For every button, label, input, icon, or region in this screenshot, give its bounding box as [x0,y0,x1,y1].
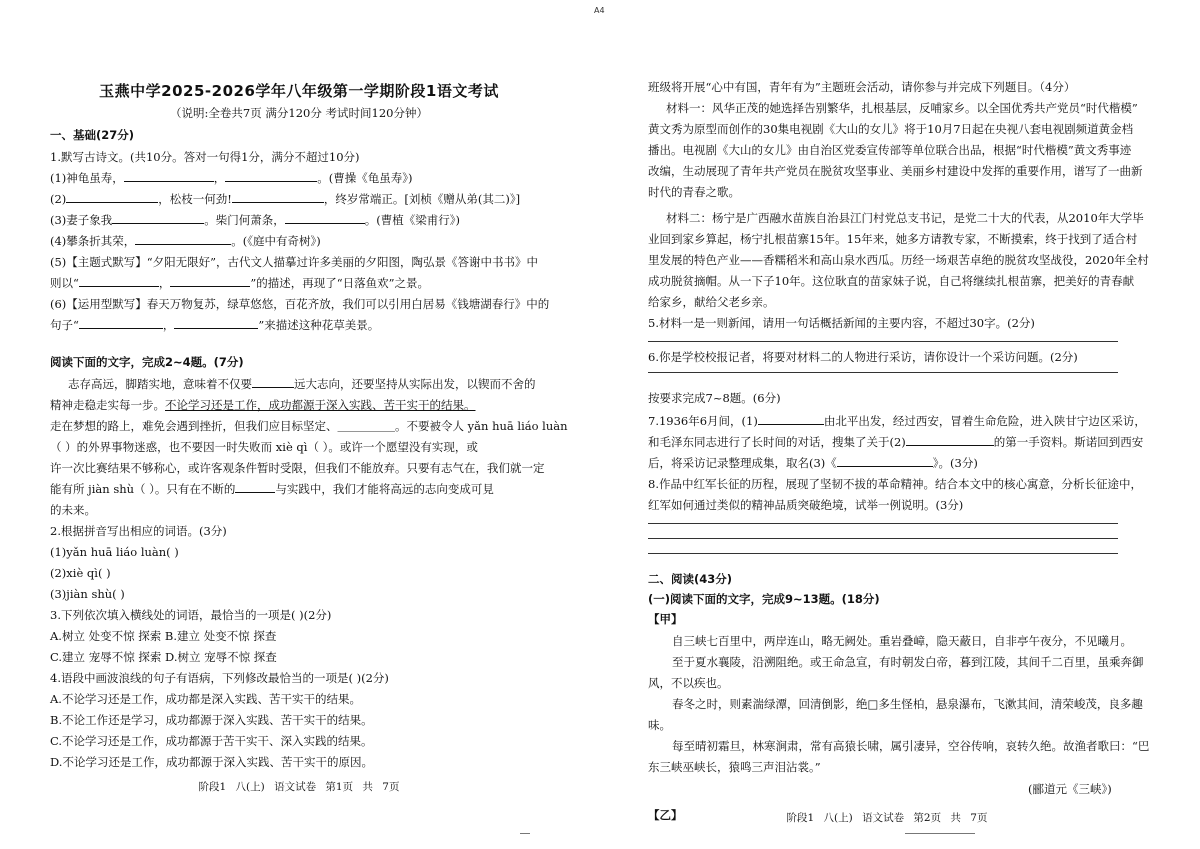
q1-3-mid: 。柴门何萧条， [204,213,285,227]
exam-title: 玉燕中学2025-2026学年八年级第一学期阶段1语文考试 [99,82,499,100]
passage-6a: 能有所 jiàn shù（ ）。只有在不断的 [50,482,236,496]
answer-line[interactable] [648,523,1118,524]
answer-blank[interactable] [906,435,994,446]
text-yi-label: 【乙】 [648,808,683,822]
q1-item-4 [50,234,321,248]
material-2-line-5: 给家乡，献给父老乡亲。 [648,295,775,309]
q1-2-end: ，终岁常端正。[刘桢《赠从弟(其二)》] [323,192,521,206]
wavy-underlined-sentence: 不论学习还是工作，成功都源于深入实践、苦干实干的结果。 [165,398,476,412]
answer-blank[interactable] [252,377,294,388]
section-1-heading: 一、基础(27分) [50,128,135,142]
question-4-option-c: C.不论学习还是工作，成功都源于苦干实干、深入实践的结果。 [50,734,373,748]
q1-item-6a: (6)【运用型默写】春天万物复苏，绿草悠悠，百花齐放，我们可以引用白居易《钱塘湖春行》中的 [50,297,550,311]
answer-line[interactable] [648,372,1118,373]
q1-4-text: (4)攀条折其荣， [50,234,136,248]
subsection-1-heading: (一)阅读下面的文字，完成9~13题。(18分) [648,592,880,606]
question-4-option-d: D.不论学习还是工作，成功都源于深入实践、苦干实干的原因。 [50,755,373,769]
q1-3-text: (3)妻子象我 [50,213,113,227]
passage-1a: 志存高远，脚踏实地，意味着不仅要 [68,377,252,391]
q7-2a-end: 的第一手资料。斯诺回到西安 [993,435,1144,449]
answer-line[interactable] [648,341,1118,342]
question-5: 5.材料一是一则新闻，请用一句话概括新闻的主要内容，不超过30字。(2分) [648,316,1035,330]
q1-1-end: 。(曹操《龟虽寿》) [317,171,413,185]
q1-2-mid: ，松枝一何劲! [158,192,232,206]
q1-item-2: (2) ，松枝一何劲! ，终岁常端正。[刘桢《赠从弟(其二)》] [50,192,521,206]
question-8-line-2: 红军如何通过类似的精神品质突破绝境，试举一例说明。(3分) [648,498,964,512]
q7-3a: 后，将采访记录整理成集，取名(3)《 [648,456,837,470]
question-7-line-1 [648,414,1146,428]
material-1-line-5: 时代的青春之歌。 [648,185,740,199]
q1-6b-end: ”来描述这种花草美景。 [258,318,380,332]
answer-blank[interactable] [235,482,275,493]
question-7-line-3 [648,456,978,470]
passage-line-4: （ ）的外界事物迷惑，也不要因一时失败而 xiè qì（ ）。或许一个愿望没有实现，或 [50,440,478,454]
question-2-1[interactable]: (1)yǎn huā liáo luàn( ) [50,545,179,559]
passage-line-7: 的未来。 [50,503,96,517]
question-3-options-cd: C.建立 宠辱不惊 探索 D.树立 宠辱不惊 探查 [50,650,277,664]
scan-mark [520,833,530,834]
scan-mark [905,833,975,834]
q7-1a-end: 由北平出发，经过西安，冒着生命危险，进入陕甘宁边区采访， [823,414,1146,428]
question-1-intro: 1.默写古诗文。(共10分。答对一句得1分，满分不超过10分) [50,150,360,164]
question-3-options-ab: A.树立 处变不惊 探索 B.建立 处变不惊 探查 [50,629,277,643]
passage-line-3: 走在梦想的路上，难免会遇到挫折，但我们应目标坚定、＿＿＿＿＿。不要被令人 yǎn huā liáo luàn [50,419,568,433]
passage-line-2 [50,398,476,412]
page-size-mark: A4 [594,6,605,15]
exam-instructions: （说明:全卷共7页 满分120分 考试时间120分钟） [170,106,428,120]
answer-blank[interactable] [174,318,258,329]
answer-line[interactable] [648,538,1118,539]
question-2-3[interactable]: (3)jiàn shù( ) [50,587,125,601]
q7-3a-end: 》。(3分) [932,456,978,470]
material-2-line-3: 里发展的特色产业——香糯稻米和高山泉水西瓜。历经一场艰苦卓绝的脱贫攻坚战役，2020年全村 [648,253,1149,267]
question-3: 3.下列依次填入横线处的词语，最恰当的一项是( )(2分) [50,608,332,622]
q1-item-5a: (5)【主题式默写】“夕阳无限好”，古代文人描摹过许多美丽的夕阳图，陶弘景《答谢中书书》中 [50,255,539,269]
answer-blank[interactable] [66,192,158,203]
classical-text-line-5: 味。 [648,718,671,732]
section-2-heading: 二、阅读(43分) [648,572,733,586]
q1-5b-end: ”的描述，再现了“日落鱼欢”之景。 [250,276,430,290]
answer-blank[interactable] [837,456,933,467]
classical-text-line-6: 每至晴初霜旦，林寒涧肃，常有高猿长啸，属引凄异，空谷传响，哀转久绝。故渔者歌曰：“巴 [672,739,1150,753]
passage-line-1 [68,377,536,391]
question-7-line-2 [648,435,1143,449]
classical-text-line-1: 自三峡七百里中，两岸连山，略无阙处。重岩叠嶂，隐天蔽日，自非亭午夜分，不见曦月。 [672,634,1132,648]
answer-line[interactable] [648,553,1118,554]
question-4: 4.语段中画波浪线的句子有语病，下列修改最恰当的一项是( )(2分) [50,671,389,685]
classical-text-line-3: 风，不以疾也。 [648,676,729,690]
passage-2a: 精神走稳走实每一步。 [50,398,165,412]
answer-blank[interactable] [285,213,365,224]
left-page [50,0,568,849]
classical-text-line-2: 至于夏水襄陵，沿溯阻绝。或王命急宣，有时朝发白帝，暮到江陵，其间千二百里，虽乘奔御 [672,655,1144,669]
question-2: 2.根据拼音写出相应的词语。(3分) [50,524,227,538]
passage-line-5: 许一次比赛结果不够称心，或许客观条件暂时受限，但我们不能放弃。只要有志气在，我们就一定 [50,461,545,475]
answer-blank[interactable] [232,192,324,203]
q1-item-5b: 则以“ ， ”的描述，再现了“日落鱼欢”之景。 [50,276,430,290]
questions-7-8-intro: 按要求完成7~8题。(6分) [648,391,781,405]
classical-text-line-4: 春冬之时，则素湍绿潭，回清倒影，绝□多生怪柏，悬泉瀑布，飞漱其间，清荣峻茂，良多趣 [672,697,1143,711]
question-4-option-b: B.不论工作还是学习，成功都源于深入实践、苦干实干的结果。 [50,713,373,727]
material-2-line-2: 业回到家乡算起，杨宁扎根苗寨15年。15年来，她多方请教专家，不断摸索，终于找到了适合村 [648,232,1138,246]
answer-blank[interactable] [79,276,159,287]
material-1-line-2: 黄文秀为原型而创作的30集电视剧《大山的女儿》将于10月7日起在央视八套电视剧频道黄金档 [648,122,1134,136]
question-2-2[interactable]: (2)xiè qì( ) [50,566,111,580]
answer-blank[interactable] [135,234,231,245]
answer-blank[interactable] [124,171,214,182]
q7-1a: 7.1936年6月间，(1) [648,414,758,428]
classical-text-line-7: 东三峡巫峡长，猿鸣三声泪沾裳。” [648,760,821,774]
q7-2a: 和毛泽东同志进行了长时间的对话，搜集了关于(2) [648,435,906,449]
material-1-line-4: 改编，生动展现了青年共产党员在脱贫攻坚事业、美丽乡村建设中发挥的重要作用，谱写了一曲新 [648,164,1143,178]
answer-blank[interactable] [170,276,250,287]
q1-item-3 [50,213,460,227]
answer-blank[interactable] [758,414,824,425]
answer-blank[interactable] [79,318,163,329]
reading-intro: 阅读下面的文字，完成2~4题。(7分) [50,355,244,369]
q1-item-6b: 句子“ ， ”来描述这种花草美景。 [50,318,380,332]
q1-4-end: 。(《庭中有奇树》) [231,234,321,248]
material-1-line-3: 播出。电视剧《大山的女儿》由自治区党委宣传部等单位联合出品，根据“时代楷模”黄文秀事迹 [648,143,1132,157]
passage-line-6 [50,482,494,496]
q1-6b-text: 句子“ [50,318,79,332]
page-footer: 阶段1 八(上) 语文试卷 第2页 共 7页 [786,812,988,824]
passage-6a-end: 与实践中，我们才能将高远的志向变成可見 [275,482,494,496]
q1-3-end: 。(曹植《梁甫行》) [364,213,461,227]
passage-1a-end: 远大志向，还要坚持从实际出发，以锲而不舍的 [294,377,536,391]
answer-blank[interactable] [225,171,317,182]
page-footer: 阶段1 八(上) 语文试卷 第1页 共 7页 [198,781,400,793]
material-2-line-4: 成功脱贫摘帽。从一下子10年。这位耿直的苗家妹子说，自己将继续扎根苗寨，把美好的青春献 [648,274,1135,288]
q1-item-1: (1)神龟虽寿， ， 。(曹操《龟虽寿》) [50,171,413,185]
question-4-option-a: A.不论学习还是工作，成功都是深入实践、苦干实干的结果。 [50,692,361,706]
text-jia-label: 【甲】 [648,612,683,626]
q1-1-text: (1)神龟虽寿， [50,171,124,185]
right-page [648,0,1150,849]
material-2-line-1: 材料二：杨宁是广西融水苗族自治县江门村党总支书记，是党二十大的代表，从2010年大学毕 [666,211,1144,225]
activity-intro: 班级将开展“心中有国，青年有为”主题班会活动，请你参与并完成下列题目。（4分） [648,80,1076,94]
question-8-line-1: 8.作品中红军长征的历程，展现了坚韧不拔的革命精神。结合本文中的核心寓意，分析长征途中， [648,477,1142,491]
answer-blank[interactable] [112,213,204,224]
q1-5b-text: 则以“ [50,276,79,290]
question-6: 6.你是学校校报记者，将要对材料二的人物进行采访，请你设计一个采访问题。(2分) [648,350,1078,364]
material-1-line-1: 材料一：风华正茂的她选择告别繁华，扎根基层，反哺家乡。以全国优秀共产党员“时代楷模” [666,101,1138,115]
text-source: (郦道元《三峡》) [1028,782,1112,796]
